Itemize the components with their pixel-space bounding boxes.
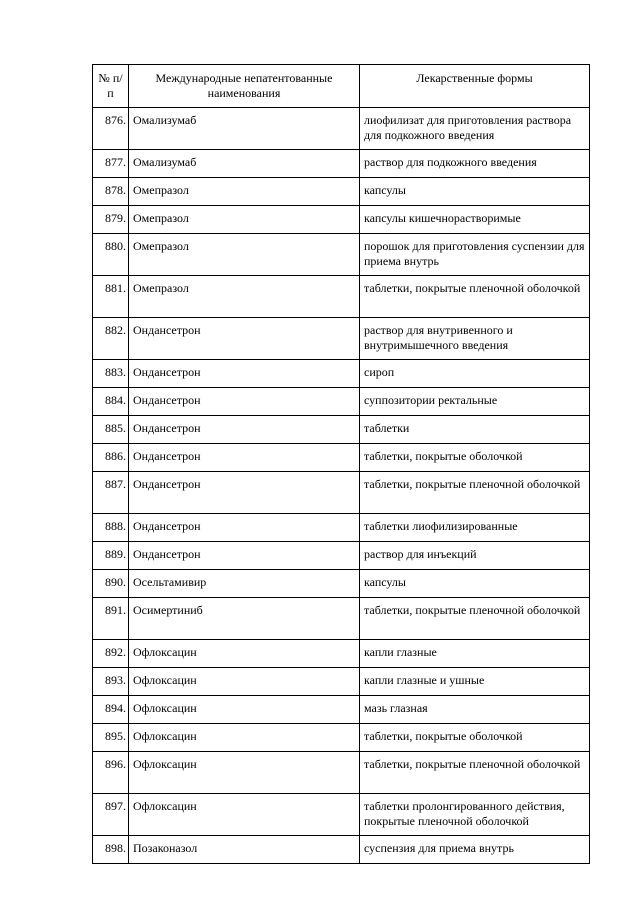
row-dosage-form: таблетки, покрытые пленочной оболочкой (360, 276, 590, 318)
table-row (93, 206, 590, 234)
row-dosage-form: капли глазные (360, 640, 590, 668)
row-inn-name: Офлоксацин (129, 668, 360, 696)
row-number: 881. (93, 276, 129, 318)
row-dosage-form: таблетки, покрытые пленочной оболочкой (360, 472, 590, 514)
header-number: № п/п (93, 65, 129, 108)
table-row (93, 724, 590, 752)
row-dosage-form: таблетки (360, 416, 590, 444)
header-inn-name: Международные непатентованные наименования (129, 65, 360, 108)
row-number: 890. (93, 570, 129, 598)
row-number: 892. (93, 640, 129, 668)
row-inn-name: Офлоксацин (129, 752, 360, 794)
row-dosage-form: раствор для инъекций (360, 542, 590, 570)
row-number: 887. (93, 472, 129, 514)
row-dosage-form: раствор для внутривенного и внутримышечного введения (360, 318, 590, 360)
row-inn-name: Ондансетрон (129, 472, 360, 514)
row-dosage-form: таблетки, покрытые пленочной оболочкой (360, 598, 590, 640)
table-row (93, 598, 590, 640)
row-number: 897. (93, 794, 129, 836)
row-dosage-form: капли глазные и ушные (360, 668, 590, 696)
row-inn-name: Осимертиниб (129, 598, 360, 640)
row-number: 877. (93, 150, 129, 178)
row-inn-name: Омепразол (129, 178, 360, 206)
row-inn-name: Ондансетрон (129, 416, 360, 444)
table-row (93, 444, 590, 472)
row-number: 879. (93, 206, 129, 234)
row-inn-name: Офлоксацин (129, 794, 360, 836)
row-number: 884. (93, 388, 129, 416)
row-number: 894. (93, 696, 129, 724)
header-row (93, 65, 590, 108)
row-inn-name: Омепразол (129, 206, 360, 234)
row-inn-name: Омализумаб (129, 108, 360, 150)
table-row (93, 108, 590, 150)
table-row (93, 570, 590, 598)
row-number: 893. (93, 668, 129, 696)
row-inn-name: Офлоксацин (129, 724, 360, 752)
table-row (93, 514, 590, 542)
row-dosage-form: капсулы (360, 178, 590, 206)
row-dosage-form: таблетки, покрытые пленочной оболочкой (360, 752, 590, 794)
row-dosage-form: капсулы (360, 570, 590, 598)
header-dosage-form: Лекарственные формы (360, 65, 590, 108)
row-number: 889. (93, 542, 129, 570)
row-dosage-form: суппозитории ректальные (360, 388, 590, 416)
row-inn-name: Офлоксацин (129, 696, 360, 724)
table-row (93, 696, 590, 724)
row-dosage-form: капсулы кишечнорастворимые (360, 206, 590, 234)
table-row (93, 150, 590, 178)
row-dosage-form: суспензия для приема внутрь (360, 836, 590, 864)
row-number: 898. (93, 836, 129, 864)
row-dosage-form: сироп (360, 360, 590, 388)
table-row (93, 794, 590, 836)
row-inn-name: Позаконазол (129, 836, 360, 864)
row-number: 883. (93, 360, 129, 388)
row-number: 888. (93, 514, 129, 542)
row-number: 878. (93, 178, 129, 206)
row-inn-name: Ондансетрон (129, 318, 360, 360)
drug-forms-table (92, 64, 590, 864)
table-row (93, 178, 590, 206)
row-inn-name: Осельтамивир (129, 570, 360, 598)
row-inn-name: Офлоксацин (129, 640, 360, 668)
table-row (93, 318, 590, 360)
row-dosage-form: таблетки лиофилизированные (360, 514, 590, 542)
row-inn-name: Ондансетрон (129, 542, 360, 570)
table-row (93, 360, 590, 388)
row-dosage-form: мазь глазная (360, 696, 590, 724)
table-row (93, 836, 590, 864)
row-inn-name: Ондансетрон (129, 388, 360, 416)
table-row (93, 416, 590, 444)
table-row (93, 542, 590, 570)
row-number: 891. (93, 598, 129, 640)
row-dosage-form: раствор для подкожного введения (360, 150, 590, 178)
table-row (93, 388, 590, 416)
row-dosage-form: порошок для приготовления суспензии для приема внутрь (360, 234, 590, 276)
row-dosage-form: таблетки, покрытые оболочкой (360, 724, 590, 752)
row-inn-name: Омепразол (129, 276, 360, 318)
row-inn-name: Ондансетрон (129, 444, 360, 472)
table-row (93, 752, 590, 794)
row-dosage-form: лиофилизат для приготовления раствора для подкожного введения (360, 108, 590, 150)
row-inn-name: Омализумаб (129, 150, 360, 178)
table-row (93, 668, 590, 696)
row-inn-name: Ондансетрон (129, 360, 360, 388)
row-inn-name: Ондансетрон (129, 514, 360, 542)
table-row (93, 276, 590, 318)
row-number: 880. (93, 234, 129, 276)
row-number: 882. (93, 318, 129, 360)
row-number: 895. (93, 724, 129, 752)
table-row (93, 640, 590, 668)
row-inn-name: Омепразол (129, 234, 360, 276)
row-number: 885. (93, 416, 129, 444)
row-dosage-form: таблетки пролонгированного действия, покрытые пленочной оболочкой (360, 794, 590, 836)
table-row (93, 234, 590, 276)
row-number: 886. (93, 444, 129, 472)
table-row (93, 472, 590, 514)
row-number: 896. (93, 752, 129, 794)
row-dosage-form: таблетки, покрытые оболочкой (360, 444, 590, 472)
row-number: 876. (93, 108, 129, 150)
